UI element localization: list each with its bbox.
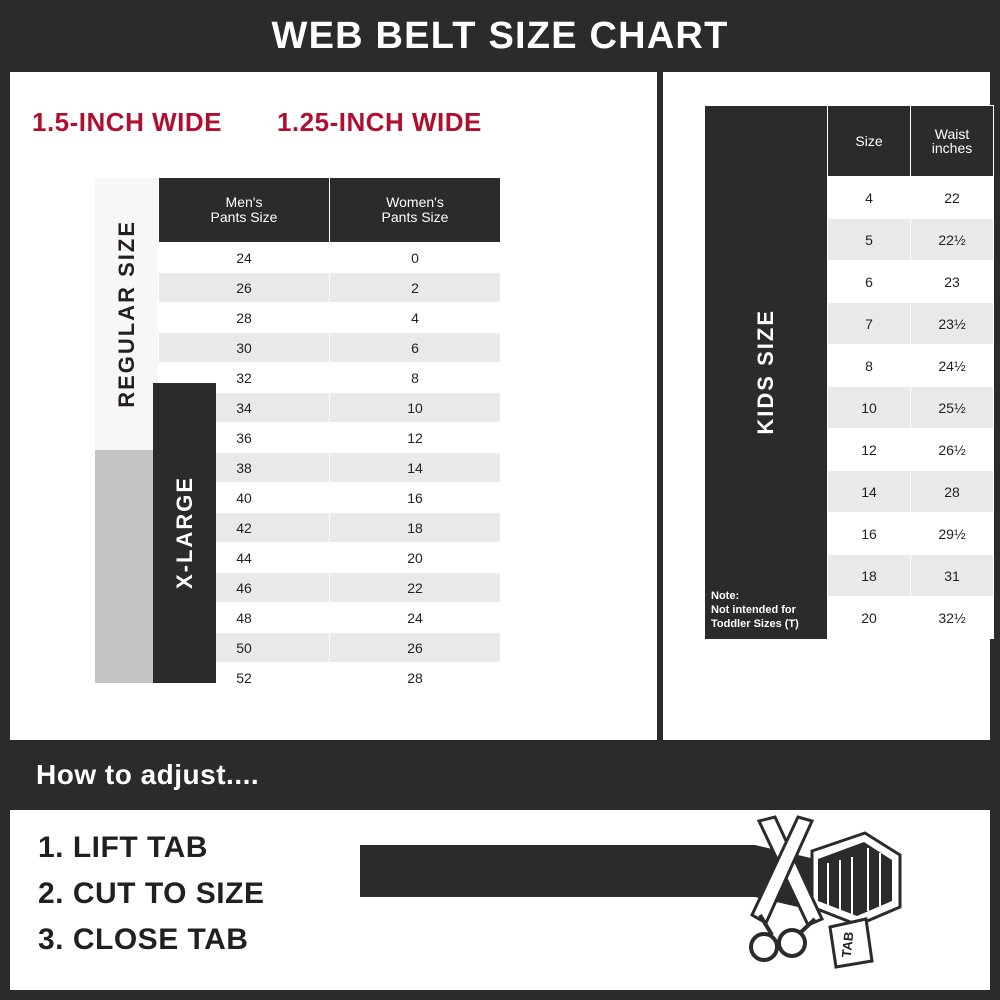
adult-womens-size: 18	[330, 513, 501, 543]
kids-size: 12	[828, 429, 911, 471]
kids-waist: 32½	[911, 597, 994, 639]
heading-1-25-inch: 1.25-INCH WIDE	[276, 107, 482, 137]
adult-mens-size: 40	[159, 483, 330, 513]
adult-size-panel	[10, 72, 663, 740]
adult-col-header-womens-line2: Pants Size	[381, 209, 449, 225]
adult-size-table	[95, 177, 501, 693]
adult-mens-size: 26	[159, 273, 330, 303]
adult-womens-size: 2	[330, 273, 501, 303]
page-header	[0, 0, 1000, 72]
heading-1-5-inch: 1.5-INCH WIDE	[32, 107, 222, 137]
kids-size: 4	[828, 177, 911, 219]
adult-womens-size: 16	[330, 483, 501, 513]
kids-size: 20	[828, 597, 911, 639]
kids-size-table-wrap	[705, 105, 994, 639]
kids-size: 5	[828, 219, 911, 261]
adult-col-header-mens-line1: Men's	[225, 194, 263, 210]
adult-womens-size: 0	[330, 243, 501, 273]
adult-womens-size: 12	[330, 423, 501, 453]
kids-note	[711, 589, 799, 631]
kids-table-header-row	[705, 106, 994, 177]
adult-womens-size: 26	[330, 633, 501, 663]
adult-womens-size: 28	[330, 663, 501, 693]
frame-border-left	[0, 0, 10, 1000]
kids-size: 16	[828, 513, 911, 555]
kids-note-line3: Toddler Sizes (T)	[711, 617, 799, 630]
kids-size: 10	[828, 387, 911, 429]
adult-womens-size: 10	[330, 393, 501, 423]
kids-waist: 31	[911, 555, 994, 597]
xlarge-grey-block	[95, 450, 158, 683]
adult-womens-size: 4	[330, 303, 501, 333]
regular-size-label-text: REGULAR SIZE	[113, 219, 139, 408]
adult-mens-size: 34	[159, 393, 330, 423]
kids-side-label-column	[705, 106, 828, 639]
kids-col-header-size	[828, 106, 911, 177]
belt-illustration	[360, 815, 960, 995]
kids-col-header-size-line1: Size	[855, 133, 883, 149]
xlarge-size-label	[153, 383, 216, 683]
adult-size-table-wrap	[95, 177, 501, 693]
adult-womens-size: 14	[330, 453, 501, 483]
adult-mens-size: 30	[159, 333, 330, 363]
regular-size-label	[95, 178, 158, 450]
kids-waist: 28	[911, 471, 994, 513]
tab-flag-label: TAB	[838, 930, 857, 959]
page-title: WEB BELT SIZE CHART	[271, 14, 729, 57]
adult-womens-size: 8	[330, 363, 501, 393]
kids-size: 7	[828, 303, 911, 345]
adult-mens-size: 32	[159, 363, 330, 393]
tab-flag-icon	[830, 919, 872, 967]
frame-border-bottom	[0, 990, 1000, 1000]
kids-size: 6	[828, 261, 911, 303]
kids-col-header-waist-line1: Waist	[934, 126, 970, 142]
adult-mens-size: 42	[159, 513, 330, 543]
howto-step-2: 2. CUT TO SIZE	[38, 877, 265, 910]
kids-size-label	[705, 106, 827, 639]
howto-title: How to adjust....	[36, 759, 260, 790]
kids-size: 18	[828, 555, 911, 597]
adult-col-header-mens	[159, 178, 330, 243]
kids-waist: 25½	[911, 387, 994, 429]
adult-mens-size: 36	[159, 423, 330, 453]
kids-waist: 22	[911, 177, 994, 219]
adult-mens-size: 24	[159, 243, 330, 273]
adult-womens-size: 20	[330, 543, 501, 573]
kids-size-label-text: KIDS SIZE	[753, 309, 778, 435]
adult-table-header-row	[95, 178, 501, 243]
xlarge-size-label-text: X-LARGE	[171, 476, 197, 589]
kids-size-table	[705, 105, 994, 639]
howto-step-1: 1. LIFT TAB	[38, 831, 208, 864]
belt-buckle-icon	[812, 833, 900, 925]
kids-waist: 29½	[911, 513, 994, 555]
kids-waist: 23	[911, 261, 994, 303]
adult-mens-size: 28	[159, 303, 330, 333]
howto-bar	[0, 740, 1000, 810]
adult-col-header-womens-line1: Women's	[386, 194, 444, 210]
belt-strap-icon	[360, 845, 755, 897]
adult-womens-size: 22	[330, 573, 501, 603]
adult-mens-size: 38	[159, 453, 330, 483]
kids-col-header-waist	[911, 106, 994, 177]
kids-size: 8	[828, 345, 911, 387]
adult-mens-size: 44	[159, 543, 330, 573]
adult-panel-headings	[10, 72, 657, 138]
belt-illustration-svg	[360, 815, 960, 995]
kids-note-line1: Note:	[711, 589, 740, 602]
howto-step-3: 3. CLOSE TAB	[38, 923, 249, 956]
adult-side-label-column	[95, 178, 197, 693]
adult-mens-size: 50	[159, 633, 330, 663]
kids-waist: 26½	[911, 429, 994, 471]
adult-womens-size: 24	[330, 603, 501, 633]
howto-steps	[38, 825, 368, 963]
adult-mens-size: 52	[159, 663, 330, 693]
kids-waist: 22½	[911, 219, 994, 261]
adult-mens-size: 48	[159, 603, 330, 633]
kids-waist: 23½	[911, 303, 994, 345]
adult-womens-size: 6	[330, 333, 501, 363]
adult-col-header-womens	[330, 178, 501, 243]
adult-col-header-mens-line2: Pants Size	[210, 209, 278, 225]
kids-waist: 24½	[911, 345, 994, 387]
kids-note-line2: Not intended for	[711, 603, 796, 616]
kids-size: 14	[828, 471, 911, 513]
kids-col-header-waist-line2: inches	[931, 140, 973, 156]
adult-mens-size: 46	[159, 573, 330, 603]
